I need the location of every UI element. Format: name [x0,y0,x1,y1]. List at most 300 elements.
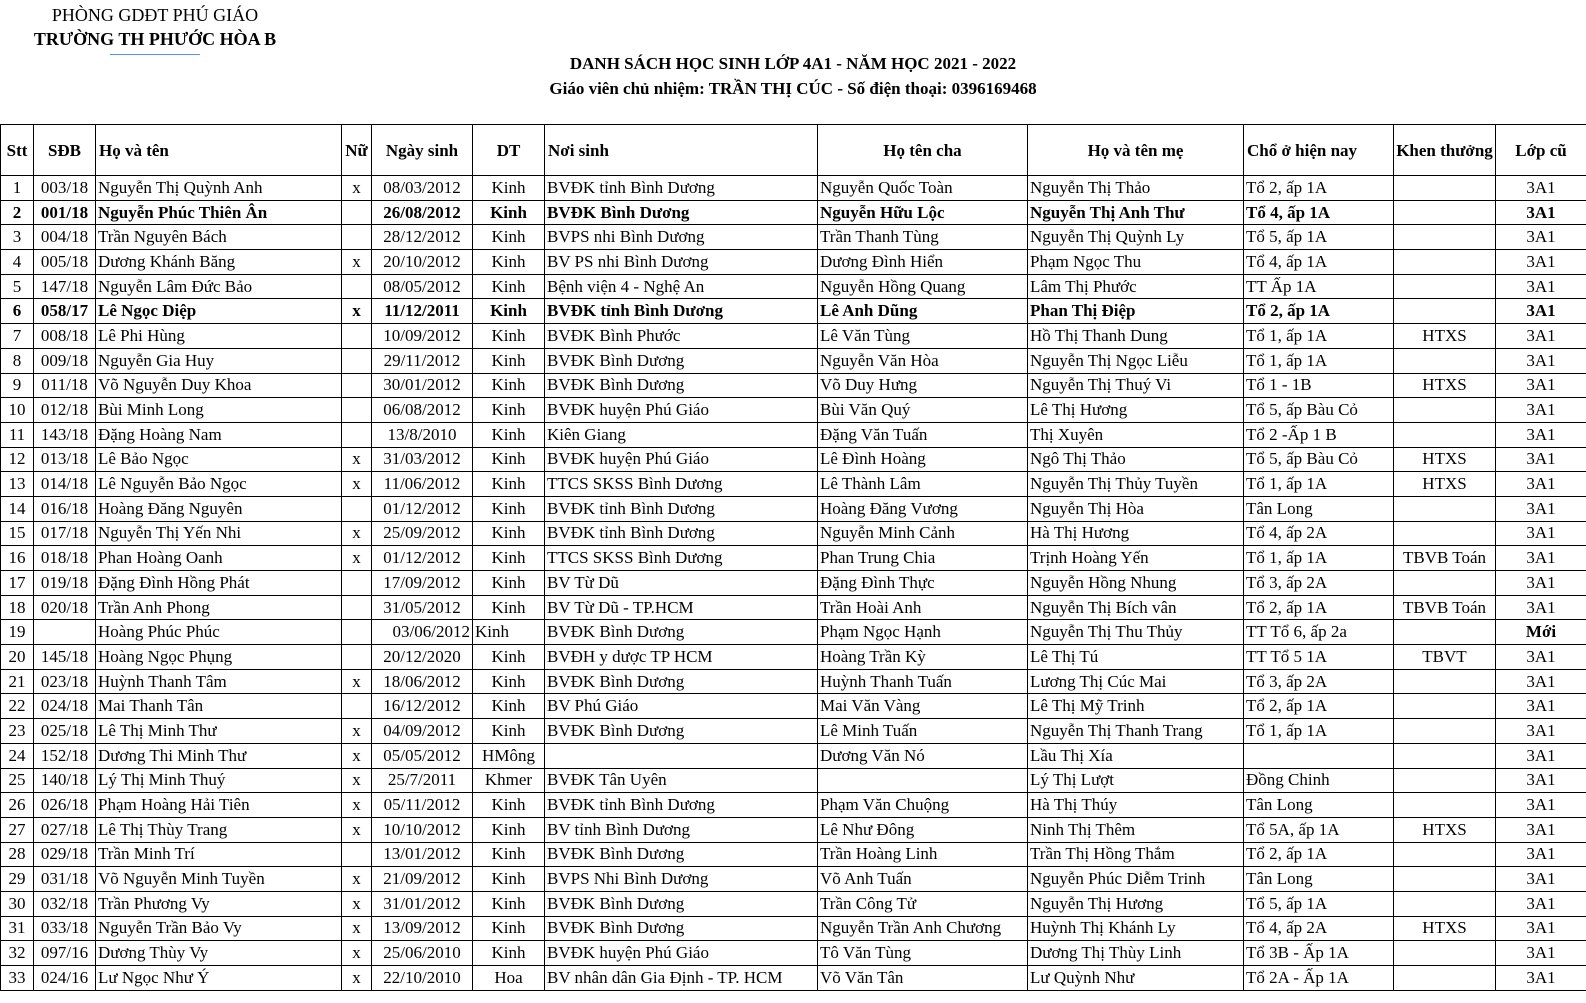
row-dob: 16/12/2012 [372,694,473,719]
row-father: Nguyễn Quốc Toàn [818,176,1028,201]
col-birthplace: Nơi sinh [545,125,818,176]
row-father: Trần Hoài Anh [818,595,1028,620]
row-name: Nguyễn Trần Bảo Vy [96,916,342,941]
row-mother: Lê Thị Mỹ Trinh [1028,694,1244,719]
row-address: Tổ 2, ấp 1A [1244,694,1394,719]
row-old-class: 3A1 [1496,916,1586,941]
row-dob: 08/05/2012 [372,274,473,299]
row-ethnicity: Kinh [473,595,545,620]
col-name: Họ và tên [96,125,342,176]
row-ethnicity: Kinh [473,521,545,546]
row-name: Trần Nguyên Bách [96,225,342,250]
row-stt: 16 [1,546,34,571]
row-mother: Lầu Thị Xía [1028,743,1244,768]
row-award [1394,422,1496,447]
table-row [1,941,1586,966]
row-name: Lư Ngọc Như Ý [96,966,342,991]
row-female: x [342,669,372,694]
row-address: Tổ 5, ấp 1A [1244,891,1394,916]
row-old-class: 3A1 [1496,447,1586,472]
row-birthplace: BVĐK tỉnh Bình Dương [545,299,818,324]
row-dob: 25/7/2011 [372,768,473,793]
department-name: PHÒNG GDĐT PHÚ GIÁO [51,5,259,25]
row-old-class: 3A1 [1496,669,1586,694]
row-address: Tổ 4, ấp 2A [1244,916,1394,941]
row-father: Phạm Văn Chuộng [818,793,1028,818]
table-row [1,299,1586,324]
row-ethnicity: Kinh [473,571,545,596]
row-ethnicity: Kinh [473,842,545,867]
row-ethnicity: Kinh [473,422,545,447]
row-award [1394,200,1496,225]
row-dob: 31/01/2012 [372,891,473,916]
row-name: Nguyễn Thị Quỳnh Anh [96,176,342,201]
row-dob: 04/09/2012 [372,719,473,744]
row-birthplace: TTCS SKSS Bình Dương [545,472,818,497]
col-address: Chổ ở hiện nay [1244,125,1394,176]
table-row [1,595,1586,620]
row-mother: Lê Thị Hương [1028,398,1244,423]
row-birthplace: BVĐK Tân Uyên [545,768,818,793]
row-mother: Lương Thị Cúc Mai [1028,669,1244,694]
row-stt: 30 [1,891,34,916]
col-old-class: Lớp cũ [1496,125,1586,176]
row-award: TBVT [1394,645,1496,670]
row-birthplace: BVĐK Bình Dương [545,348,818,373]
row-birthplace: BVPS nhi Bình Dương [545,225,818,250]
row-female [342,348,372,373]
row-sdb: 001/18 [34,200,96,225]
row-birthplace: BVĐK Bình Dương [545,200,818,225]
row-dob: 10/10/2012 [372,817,473,842]
row-sdb: 143/18 [34,422,96,447]
row-birthplace: BVĐK Bình Phước [545,324,818,349]
row-father: Trần Thanh Tùng [818,225,1028,250]
row-father: Huỳnh Thanh Tuấn [818,669,1028,694]
row-stt: 24 [1,743,34,768]
row-dob: 21/09/2012 [372,867,473,892]
row-dob: 20/10/2012 [372,250,473,275]
row-old-class: 3A1 [1496,324,1586,349]
row-sdb: 019/18 [34,571,96,596]
row-birthplace: BV tỉnh Bình Dương [545,817,818,842]
row-dob: 10/09/2012 [372,324,473,349]
row-stt: 4 [1,250,34,275]
row-dob: 22/10/2010 [372,966,473,991]
row-name: Đặng Hoàng Nam [96,422,342,447]
row-ethnicity: Kinh [473,620,545,645]
row-stt: 23 [1,719,34,744]
row-award [1394,571,1496,596]
row-sdb [34,620,96,645]
row-female [342,694,372,719]
row-sdb: 025/18 [34,719,96,744]
row-dob: 18/06/2012 [372,669,473,694]
row-award: TBVB Toán [1394,546,1496,571]
row-stt: 25 [1,768,34,793]
row-birthplace: BVĐK tỉnh Bình Dương [545,496,818,521]
row-sdb: 024/16 [34,966,96,991]
row-name: Nguyễn Gia Huy [96,348,342,373]
row-birthplace: BVĐK huyện Phú Giáo [545,941,818,966]
row-name: Dương Khánh Băng [96,250,342,275]
row-award [1394,620,1496,645]
row-stt: 20 [1,645,34,670]
row-mother: Nguyễn Thị Thảo [1028,176,1244,201]
col-dob: Ngày sinh [372,125,473,176]
row-female: x [342,867,372,892]
school-header [0,0,310,55]
row-father: Lê Anh Dũng [818,299,1028,324]
row-ethnicity: Kinh [473,274,545,299]
row-father: Lê Thành Lâm [818,472,1028,497]
row-sdb: 032/18 [34,891,96,916]
table-row [1,817,1586,842]
row-birthplace: TTCS SKSS Bình Dương [545,546,818,571]
row-award [1394,842,1496,867]
row-award: HTXS [1394,373,1496,398]
row-birthplace: BVĐK Bình Dương [545,719,818,744]
row-address: Tổ 2A - Ấp 1A [1244,966,1394,991]
row-old-class: 3A1 [1496,299,1586,324]
row-female: x [342,299,372,324]
table-row [1,669,1586,694]
row-father: Lê Văn Tùng [818,324,1028,349]
row-birthplace: BVĐK huyện Phú Giáo [545,398,818,423]
row-ethnicity: Kinh [473,398,545,423]
row-award: HTXS [1394,472,1496,497]
row-female: x [342,941,372,966]
row-ethnicity: Kinh [473,645,545,670]
table-row [1,200,1586,225]
table-row [1,891,1586,916]
document-title: DANH SÁCH HỌC SINH LỚP 4A1 - NĂM HỌC 2021 - 2022 [569,54,1017,73]
row-sdb: 018/18 [34,546,96,571]
row-ethnicity: Kinh [473,867,545,892]
row-old-class: 3A1 [1496,817,1586,842]
row-sdb: 152/18 [34,743,96,768]
row-female [342,373,372,398]
row-sdb: 003/18 [34,176,96,201]
row-female: x [342,521,372,546]
row-address: TT Ấp 1A [1244,274,1394,299]
row-female: x [342,793,372,818]
row-old-class: 3A1 [1496,176,1586,201]
row-ethnicity: Kinh [473,225,545,250]
row-address: Tổ 3B - Ấp 1A [1244,941,1394,966]
row-stt: 13 [1,472,34,497]
row-mother: Hồ Thị Thanh Dung [1028,324,1244,349]
row-address [1244,743,1394,768]
row-female [342,595,372,620]
table-row [1,793,1586,818]
row-ethnicity: Kinh [473,496,545,521]
row-name: Lê Thị Thùy Trang [96,817,342,842]
row-mother: Lâm Thị Phước [1028,274,1244,299]
row-old-class: Mới [1496,620,1586,645]
row-mother: Ngô Thị Thảo [1028,447,1244,472]
row-award: HTXS [1394,324,1496,349]
table-row [1,743,1586,768]
row-female: x [342,546,372,571]
row-dob: 20/12/2020 [372,645,473,670]
row-address: Tổ 2, ấp 1A [1244,595,1394,620]
table-header-row [1,125,1586,176]
row-dob: 05/05/2012 [372,743,473,768]
row-address: Tổ 1, ấp 1A [1244,472,1394,497]
row-address: Tổ 2, ấp 1A [1244,299,1394,324]
row-name: Lý Thị Minh Thuý [96,768,342,793]
row-old-class: 3A1 [1496,719,1586,744]
row-ethnicity: Kinh [473,250,545,275]
row-stt: 3 [1,225,34,250]
row-name: Dương Thi Minh Thư [96,743,342,768]
row-address: Tổ 3, ấp 2A [1244,571,1394,596]
row-female: x [342,719,372,744]
row-mother: Nguyễn Thị Thuý Vi [1028,373,1244,398]
row-sdb: 020/18 [34,595,96,620]
row-father: Đặng Đình Thực [818,571,1028,596]
row-stt: 11 [1,422,34,447]
row-award [1394,398,1496,423]
row-award [1394,274,1496,299]
row-birthplace: BV nhân dân Gia Định - TP. HCM [545,966,818,991]
row-ethnicity: HMông [473,743,545,768]
table-row [1,176,1586,201]
row-dob: 31/03/2012 [372,447,473,472]
row-stt: 17 [1,571,34,596]
row-award: HTXS [1394,447,1496,472]
row-father: Phan Trung Chia [818,546,1028,571]
row-stt: 27 [1,817,34,842]
row-dob: 25/06/2010 [372,941,473,966]
table-row [1,422,1586,447]
row-ethnicity: Kinh [473,373,545,398]
row-dob: 13/8/2010 [372,422,473,447]
row-mother: Thị Xuyên [1028,422,1244,447]
row-award [1394,719,1496,744]
row-stt: 19 [1,620,34,645]
row-old-class: 3A1 [1496,398,1586,423]
row-birthplace: BVĐK Bình Dương [545,620,818,645]
row-address: Tổ 5, ấp Bàu Cỏ [1244,447,1394,472]
row-sdb: 004/18 [34,225,96,250]
row-stt: 29 [1,867,34,892]
row-ethnicity: Kinh [473,200,545,225]
row-ethnicity: Kinh [473,669,545,694]
row-dob: 11/06/2012 [372,472,473,497]
row-stt: 32 [1,941,34,966]
row-stt: 1 [1,176,34,201]
row-name: Hoàng Phúc Phúc [96,620,342,645]
row-sdb: 017/18 [34,521,96,546]
row-birthplace: BV PS nhi Bình Dương [545,250,818,275]
row-female [342,620,372,645]
row-female [342,842,372,867]
row-old-class: 3A1 [1496,200,1586,225]
row-award [1394,225,1496,250]
row-address: TT Tổ 6, ấp 2a [1244,620,1394,645]
row-sdb: 023/18 [34,669,96,694]
table-row [1,546,1586,571]
row-stt: 7 [1,324,34,349]
row-sdb: 145/18 [34,645,96,670]
row-name: Hoàng Đăng Nguyên [96,496,342,521]
row-mother: Nguyễn Thị Bích vân [1028,595,1244,620]
table-row [1,324,1586,349]
table-row [1,620,1586,645]
row-address: Đồng Chinh [1244,768,1394,793]
row-stt: 15 [1,521,34,546]
row-name: Lê Bảo Ngọc [96,447,342,472]
row-sdb: 024/18 [34,694,96,719]
row-dob: 13/01/2012 [372,842,473,867]
row-sdb: 014/18 [34,472,96,497]
row-ethnicity: Kinh [473,891,545,916]
row-name: Võ Nguyễn Duy Khoa [96,373,342,398]
row-female: x [342,472,372,497]
row-old-class: 3A1 [1496,966,1586,991]
row-sdb: 012/18 [34,398,96,423]
row-dob: 01/12/2012 [372,546,473,571]
row-address: Tổ 2, ấp 1A [1244,176,1394,201]
row-dob: 05/11/2012 [372,793,473,818]
row-father: Võ Văn Tân [818,966,1028,991]
row-ethnicity: Kinh [473,793,545,818]
row-female: x [342,966,372,991]
row-sdb: 026/18 [34,793,96,818]
row-address: TT Tổ 5 1A [1244,645,1394,670]
row-sdb: 011/18 [34,373,96,398]
row-award [1394,793,1496,818]
row-old-class: 3A1 [1496,472,1586,497]
col-stt: Stt [1,125,34,176]
row-mother: Ninh Thị Thêm [1028,817,1244,842]
row-old-class: 3A1 [1496,496,1586,521]
table-row [1,694,1586,719]
row-address: Tổ 1 - 1B [1244,373,1394,398]
row-mother: Lê Thị Tú [1028,645,1244,670]
row-birthplace: BVĐK Bình Dương [545,891,818,916]
row-dob: 17/09/2012 [372,571,473,596]
row-dob: 30/01/2012 [372,373,473,398]
row-name: Trần Minh Trí [96,842,342,867]
row-award [1394,669,1496,694]
row-ethnicity: Kinh [473,176,545,201]
row-birthplace: BV Từ Dũ - TP.HCM [545,595,818,620]
row-old-class: 3A1 [1496,645,1586,670]
row-father: Võ Duy Hưng [818,373,1028,398]
row-name: Bùi Minh Long [96,398,342,423]
row-father: Trần Hoàng Linh [818,842,1028,867]
school-name: TRƯỜNG TH PHƯỚC HÒA B [33,29,277,49]
row-award [1394,694,1496,719]
row-birthplace: BVĐK tỉnh Bình Dương [545,521,818,546]
row-sdb: 031/18 [34,867,96,892]
table-body [1,176,1586,991]
row-stt: 8 [1,348,34,373]
row-stt: 26 [1,793,34,818]
col-mother: Họ và tên mẹ [1028,125,1244,176]
row-name: Trần Anh Phong [96,595,342,620]
row-dob: 08/03/2012 [372,176,473,201]
row-stt: 22 [1,694,34,719]
row-father: Lê Đình Hoàng [818,447,1028,472]
row-address: Tân Long [1244,867,1394,892]
row-ethnicity: Kinh [473,694,545,719]
row-mother: Dương Thị Thùy Linh [1028,941,1244,966]
row-father: Trần Công Tử [818,891,1028,916]
row-ethnicity: Hoa [473,966,545,991]
row-name: Lê Phi Hùng [96,324,342,349]
row-award [1394,966,1496,991]
row-address: Tổ 1, ấp 1A [1244,348,1394,373]
row-mother: Nguyễn Thị Thu Thủy [1028,620,1244,645]
row-address: Tân Long [1244,793,1394,818]
row-stt: 5 [1,274,34,299]
table-row [1,867,1586,892]
row-mother: Nguyễn Thị Hòa [1028,496,1244,521]
row-address: Tổ 1, ấp 1A [1244,719,1394,744]
row-sdb: 097/16 [34,941,96,966]
row-address: Tổ 3, ấp 2A [1244,669,1394,694]
row-father: Nguyễn Văn Hòa [818,348,1028,373]
row-old-class: 3A1 [1496,941,1586,966]
row-old-class: 3A1 [1496,595,1586,620]
row-sdb: 005/18 [34,250,96,275]
row-stt: 21 [1,669,34,694]
row-name: Hoàng Ngọc Phụng [96,645,342,670]
row-father: Bùi Văn Quý [818,398,1028,423]
row-female [342,200,372,225]
row-dob: 01/12/2012 [372,496,473,521]
row-stt: 12 [1,447,34,472]
row-mother: Hà Thị Hương [1028,521,1244,546]
row-father: Lê Như Đông [818,817,1028,842]
row-birthplace: BVĐK Bình Dương [545,842,818,867]
row-female [342,274,372,299]
row-address: Tổ 1, ấp 1A [1244,324,1394,349]
row-dob: 29/11/2012 [372,348,473,373]
row-female [342,496,372,521]
row-address: Tổ 4, ấp 2A [1244,521,1394,546]
row-stt: 10 [1,398,34,423]
row-ethnicity: Kinh [473,719,545,744]
row-ethnicity: Kinh [473,348,545,373]
row-sdb: 147/18 [34,274,96,299]
row-old-class: 3A1 [1496,743,1586,768]
row-name: Võ Nguyễn Minh Tuyền [96,867,342,892]
row-father: Võ Anh Tuấn [818,867,1028,892]
row-sdb: 029/18 [34,842,96,867]
row-name: Mai Thanh Tân [96,694,342,719]
row-female [342,571,372,596]
row-name: Lê Nguyễn Bảo Ngọc [96,472,342,497]
row-award [1394,176,1496,201]
row-award [1394,867,1496,892]
table-row [1,348,1586,373]
row-father: Lê Minh Tuấn [818,719,1028,744]
col-award: Khen thưởng [1394,125,1496,176]
row-old-class: 3A1 [1496,768,1586,793]
row-name: Phan Hoàng Oanh [96,546,342,571]
row-birthplace: Kiên Giang [545,422,818,447]
table-row [1,447,1586,472]
row-female [342,225,372,250]
row-ethnicity: Kinh [473,546,545,571]
row-address: Tân Long [1244,496,1394,521]
table-row [1,274,1586,299]
